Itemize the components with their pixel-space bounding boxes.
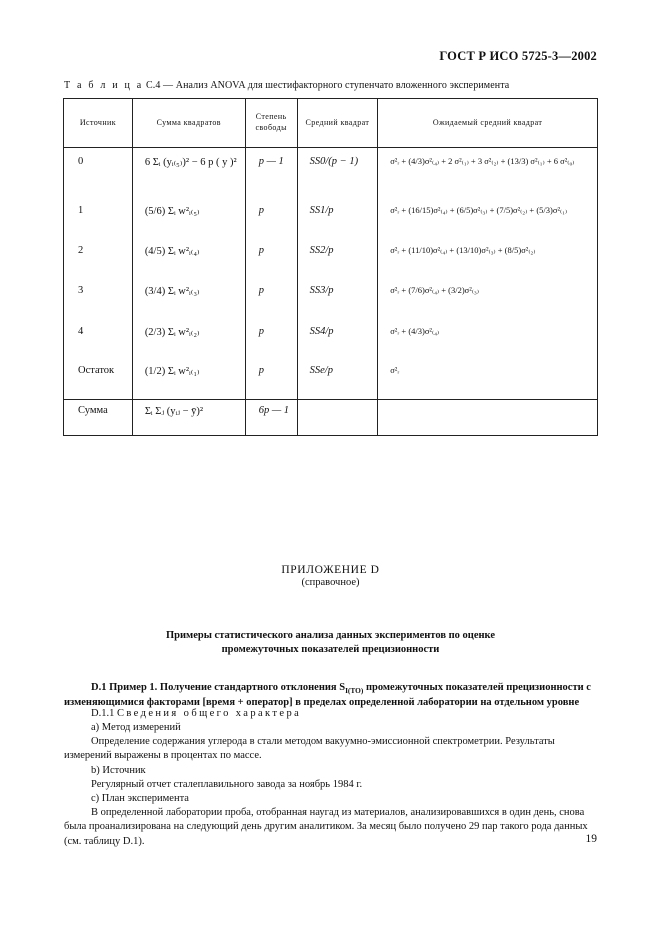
formula-cell: σ²ᵣ — [390, 365, 400, 375]
expected-mean-square-column — [378, 148, 598, 400]
source-column — [64, 148, 133, 400]
formula-cell: σ²ᵣ + (7/6)σ²₍₄₎ + (3/2)σ²₍₃₎ — [390, 285, 479, 295]
table-header-row — [64, 99, 598, 148]
sum-of-squares-column — [132, 148, 245, 400]
table-caption — [64, 80, 509, 91]
df-cell: p — [258, 245, 264, 256]
page-number: 19 — [585, 833, 597, 845]
item-c-text: В определенной лаборатории проба, отобранная наугад из материалов, анализировавшихся в один день, снова была проанализирована на следующий день другим аналитиком. За месяц было получено 29 пар такого рода данных (см. таблицу D.1). — [64, 807, 588, 847]
formula-cell: (1/2) Σᵢ w²ᵢ₍₁₎ — [144, 366, 200, 377]
table-caption-text: C.4 — Анализ ANOVA для шестифакторного ступенчато вложенного эксперимента — [145, 80, 510, 91]
section-d1-heading: D.1 Пример 1. Получение стандартного отклонения $S_{I(TO)}$ промежуточных показателей прецизионности с изменяющимися факторами [время + оператор] в пределах определенной лаборатории на отдельном уровне — [64, 682, 591, 709]
ms-cell: SS1/p — [309, 205, 334, 216]
ms-cell — [297, 400, 378, 436]
source-cell: 2 — [78, 245, 84, 256]
formula-cell: σ²ᵣ + (4/3)σ²₍₄₎ + 2 σ²₍₁₎ + 3 σ²₍₂₎ + (13/3) σ²₍₁₎ + 6 σ²₍₀₎ — [390, 156, 575, 166]
column-header-source: Источник — [64, 99, 133, 148]
column-header-sum-of-squares: Сумма квадратов — [132, 99, 245, 148]
ms-cell: SS4/p — [309, 326, 334, 337]
appendix-subheading: (справочное) — [301, 577, 360, 588]
formula-cell: σ²ᵣ + (16/15)σ²₍₄₎ + (6/5)σ²₍₃₎ + (7/5)σ²₍₂₎ + (5/3)σ²₍₁₎ — [390, 205, 568, 215]
df-cell: p — [258, 326, 264, 337]
table-body-main — [64, 148, 598, 400]
df-cell: p — [258, 205, 264, 216]
ms-cell: SSe/p — [309, 365, 333, 376]
formula-cell: Σᵢ Σⱼ (yᵢⱼ − ȳ)² — [144, 406, 204, 417]
source-cell: 3 — [78, 285, 84, 296]
formula-cell: (4/5) Σᵢ w²ᵢ₍₄₎ — [144, 246, 200, 257]
document-standard-header: ГОСТ Р ИСО 5725-3—2002 — [439, 49, 597, 63]
formula-cell: (3/4) Σᵢ w²ᵢ₍₃₎ — [144, 286, 200, 297]
item-a-label: а) Метод измерений — [91, 722, 181, 733]
item-b-label: b) Источник — [91, 765, 146, 776]
anova-table — [63, 98, 598, 436]
source-cell: Сумма — [64, 400, 133, 436]
section-d11-heading — [64, 707, 599, 721]
column-header-expected-mean-square: Ожидаемый средний квадрат — [378, 99, 598, 148]
subscript: I(TO) — [345, 686, 364, 696]
item-a-text: Определение содержания углерода в стали методом вакуумно-эмиссионной спектрометрии. Результаты измерений выражены в процентах по массе. — [64, 736, 555, 762]
table-row-total — [64, 400, 598, 436]
table-caption-label: Т а б л и ц а — [64, 80, 144, 91]
section-number: D.1.1 — [91, 708, 115, 719]
formula-cell: (5/6) Σᵢ w²ᵢ₍₅₎ — [144, 206, 200, 217]
ms-cell: SS2/p — [309, 245, 334, 256]
item-b-text: Регулярный отчет сталеплавильного завода за ноябрь 1984 г. — [91, 779, 363, 790]
degrees-of-freedom-column — [245, 148, 297, 400]
item-c-label: с) План эксперимента — [91, 793, 189, 804]
formula-cell: σ²ᵣ + (11/10)σ²₍₄₎ + (13/10)σ²₍₃₎ + (8/5)σ²₍₂₎ — [390, 245, 536, 255]
appendix-title — [0, 629, 661, 657]
column-header-mean-square: Средний квадрат — [297, 99, 378, 148]
df-cell: p — 1 — [258, 156, 284, 167]
ms-cell: SS3/p — [309, 285, 334, 296]
df-cell: p — [258, 365, 264, 376]
formula-cell: (2/3) Σᵢ w²ᵢ₍₂₎ — [144, 327, 200, 338]
appendix-title-line: Примеры статистического анализа данных экспериментов по оценке — [166, 630, 495, 641]
section-title: Сведения общего характера — [116, 708, 302, 719]
source-cell: 4 — [78, 326, 84, 337]
ms-cell: SS0/(p − 1) — [309, 156, 359, 167]
ems-cell — [378, 400, 598, 436]
source-cell: 0 — [78, 156, 84, 167]
mean-square-column — [297, 148, 378, 400]
formula-cell: 6 Σᵢ (yᵢ₍₅₎)² − 6 p ( y )² — [144, 157, 237, 168]
appendix-title-line: промежуточных показателей прецизионности — [221, 644, 440, 656]
formula-cell: σ²ᵣ + (4/3)σ²₍₄₎ — [390, 326, 440, 336]
df-cell: 6p — 1 — [245, 400, 297, 436]
df-cell: p — [258, 285, 264, 296]
sum-of-squares-cell — [132, 400, 245, 436]
source-cell: 1 — [78, 205, 84, 216]
appendix-heading: ПРИЛОЖЕНИЕ D — [281, 564, 380, 576]
source-cell: Остаток — [78, 365, 115, 376]
column-header-degrees-of-freedom: Степень свободы — [245, 99, 297, 148]
